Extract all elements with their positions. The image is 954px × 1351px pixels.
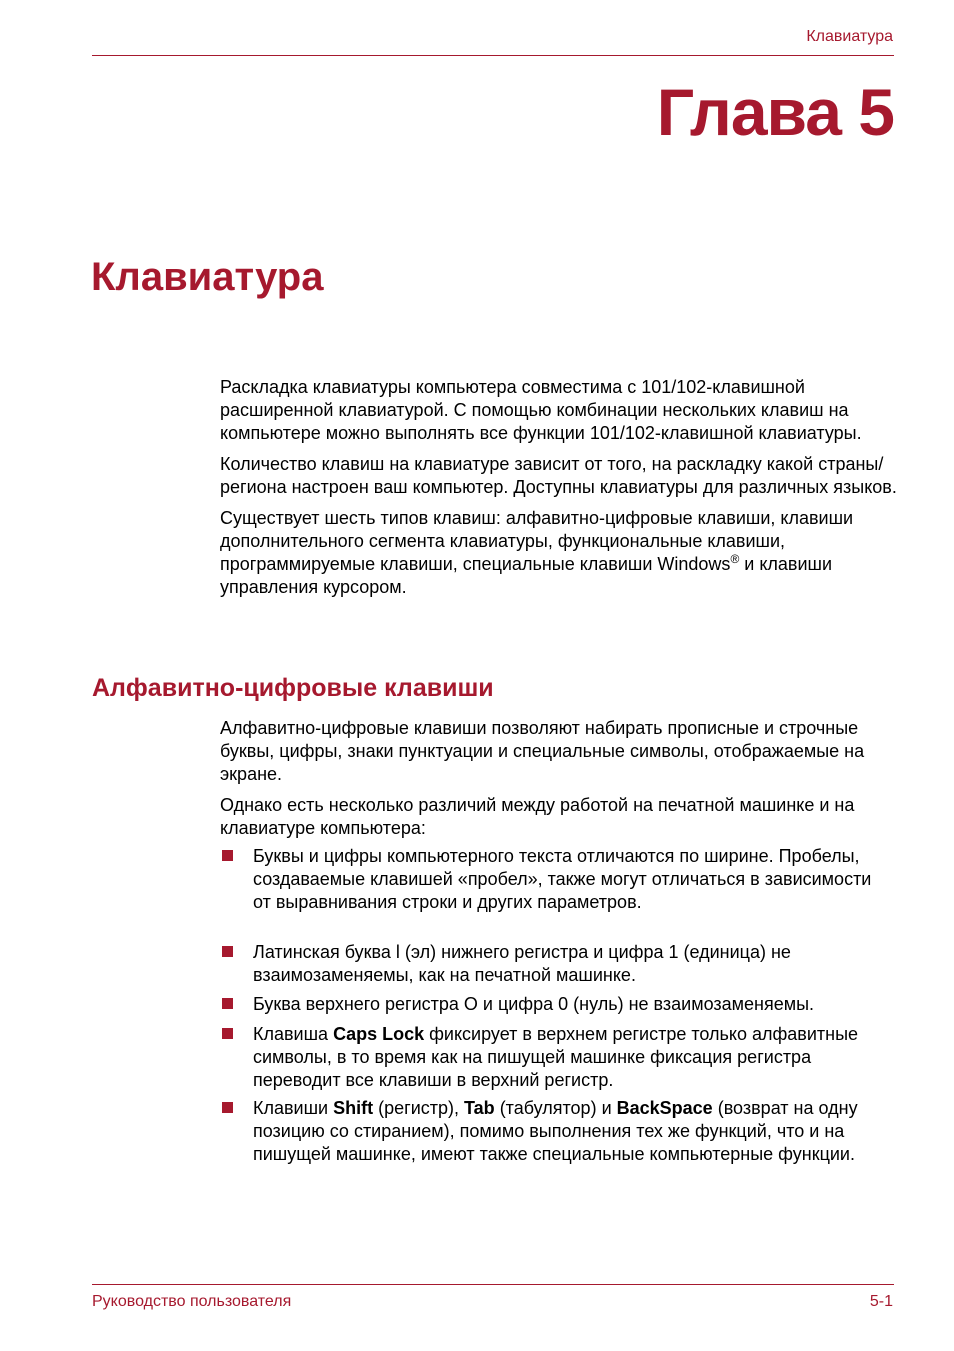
footer-rule <box>92 1284 894 1285</box>
list-item-text <box>253 1023 893 1092</box>
list-item-text: Буква верхнего регистра O и цифра 0 (нуль) не взаимозаменяемы. <box>253 994 815 1014</box>
subsection-block <box>220 717 900 840</box>
key-name: Shift <box>333 1098 374 1118</box>
list-item-text: Латинская буква l (эл) нижнего регистра и цифра 1 (единица) не взаимозаменяемы, как на печатной машинке. <box>253 942 791 985</box>
text-run: (табулятор) и <box>494 1098 617 1118</box>
subsection-title: Алфавитно-цифровые клавиши <box>92 674 494 702</box>
subsection-paragraph-2: Однако есть несколько различий между работой на печатной машинке и на клавиатуре компьютера: <box>220 795 855 838</box>
bullet-square-icon <box>222 1028 233 1039</box>
bullet-square-icon <box>222 850 233 861</box>
intro-block <box>220 376 900 599</box>
page-number: 5-1 <box>869 1293 893 1310</box>
registered-mark: ® <box>730 552 740 566</box>
bullet-square-icon <box>222 1102 233 1113</box>
bullet-square-icon <box>222 998 233 1009</box>
list-item-text: Буквы и цифры компьютерного текста отличаются по ширине. Пробелы, создаваемые клавишей «пробел», также могут отличаться в зависимости от выравнивания строки и других параметров. <box>253 846 872 912</box>
key-name: Tab <box>464 1098 495 1118</box>
key-name: BackSpace <box>616 1098 713 1118</box>
key-name: Caps Lock <box>333 1024 425 1044</box>
footer-title: Руководство пользователя <box>92 1293 292 1310</box>
bullet-square-icon <box>222 946 233 957</box>
text-run: (возврат на одну позицию со стиранием), помимо выполнения тех же функций, что и на пишущей машинке, имеют также специальные компьютерные функции. <box>253 1098 858 1164</box>
intro-p3-text: Существует шесть типов клавиш: алфавитно-цифровые клавиши, клавиши дополнительного сегмента клавиатуры, функциональные клавиши, программируемые клавиши, специальные клавиши Windows <box>220 508 854 574</box>
intro-paragraph-3 <box>220 507 900 599</box>
text-run: (регистр), <box>373 1098 465 1118</box>
intro-p3-tail: и клавиши управления курсором. <box>220 554 833 597</box>
intro-paragraph-2: Количество клавиш на клавиатуре зависит от того, на раскладку какой страны/региона настроен ваш компьютер. Доступны клавиатуры для различных языков. <box>220 454 897 497</box>
header-rule <box>92 55 894 56</box>
list-item-text <box>253 1097 893 1166</box>
intro-paragraph-1: Раскладка клавиатуры компьютера совместима с 101/102-клавишной расширенной клавиатурой. С помощью комбинации нескольких клавиш на компьютере можно выполнять все функции 101/102-клавишной клавиатуры. <box>220 377 862 443</box>
chapter-label: Глава 5 <box>656 75 894 149</box>
text-run: Клавиша <box>253 1024 334 1044</box>
text-run: Клавиши <box>253 1098 334 1118</box>
section-title: Клавиатура <box>91 255 324 299</box>
subsection-paragraph-1: Алфавитно-цифровые клавиши позволяют набирать прописные и строчные буквы, цифры, знаки пунктуации и специальные символы, отображаемые на экране. <box>220 718 865 784</box>
text-run: фиксирует в верхнем регистре только алфавитные символы, в то время как на пишущей машинке фиксация регистра переводит все клавиши в верхний регистр. <box>253 1024 859 1090</box>
running-header: Клавиатура <box>806 28 893 45</box>
